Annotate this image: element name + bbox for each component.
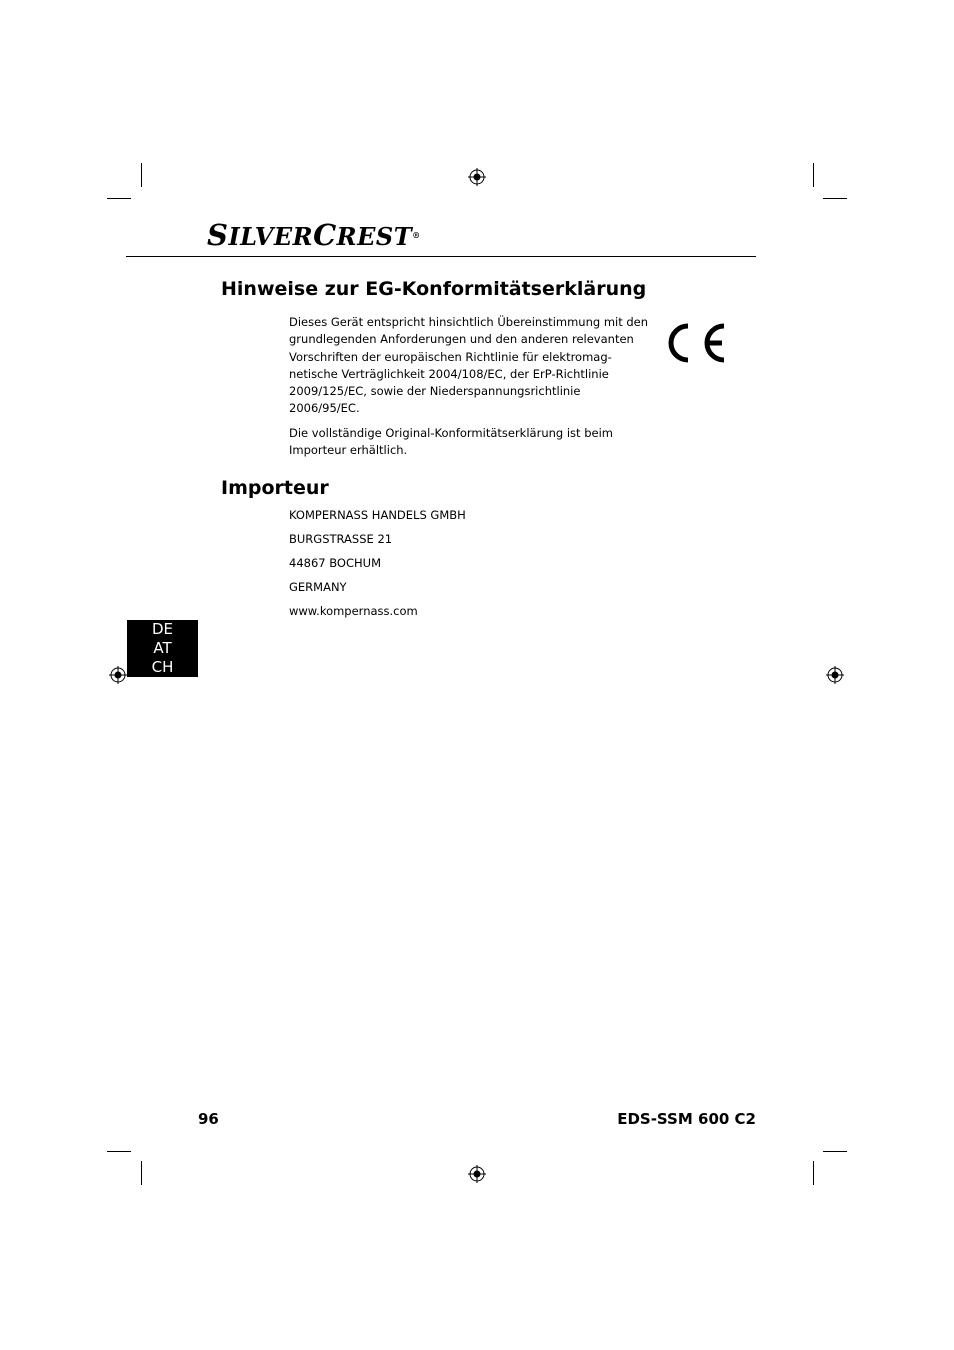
page-number: 96: [198, 1110, 219, 1128]
language-code-at: AT: [153, 639, 172, 657]
crop-mark-bottom-left-vertical: [141, 1161, 142, 1185]
ce-mark-icon: [658, 318, 728, 368]
conformity-paragraph-1: Dieses Gerät entspricht hinsichtlich Übereinstimmung mit den grundlegenden Anforderungen und den anderen relevanten Vorschriften der europäischen Richtlinie für elektromag- netische Verträglichkeit 2004/108/EC, der ErP-Richtlinie 2009/125/EC, sowie der Niederspannungsrichtlinie 2006/95/EC.: [289, 315, 649, 416]
registration-mark-icon: [109, 666, 127, 684]
language-code-de: DE: [151, 620, 174, 638]
silvercrest-logo: SILVERCREST®: [207, 218, 421, 252]
importer-street: BURGSTRASSE 21: [289, 532, 393, 546]
conformity-paragraph-2: Die vollständige Original-Konformitätserklärung ist beim Importeur erhältlich.: [289, 426, 613, 458]
language-tab: [127, 620, 198, 677]
crop-mark-top-left-vertical: [141, 163, 142, 187]
crop-mark-top-right-vertical: [813, 163, 814, 187]
conformity-heading: Hinweise zur EG-Konformitätserklärung: [221, 278, 647, 300]
importer-website-link[interactable]: www.kompernass.com: [289, 604, 418, 618]
importer-company: KOMPERNASS HANDELS GMBH: [289, 508, 466, 522]
crop-mark-bottom-right-horizontal: [823, 1151, 847, 1152]
header-rule: [126, 256, 756, 257]
model-number: EDS-SSM 600 C2: [617, 1110, 756, 1128]
crop-mark-top-left-horizontal: [107, 198, 131, 199]
crop-mark-top-right-horizontal: [823, 198, 847, 199]
crop-mark-bottom-right-vertical: [813, 1161, 814, 1185]
importer-country: GERMANY: [289, 580, 347, 594]
crop-mark-bottom-left-horizontal: [107, 1151, 131, 1152]
language-code-ch: CH: [151, 658, 174, 676]
importer-heading: Importeur: [221, 477, 329, 499]
registration-mark-icon: [826, 666, 844, 684]
importer-city: 44867 BOCHUM: [289, 556, 381, 570]
registration-mark-icon: [468, 1165, 486, 1183]
registration-mark-icon: [468, 168, 486, 186]
